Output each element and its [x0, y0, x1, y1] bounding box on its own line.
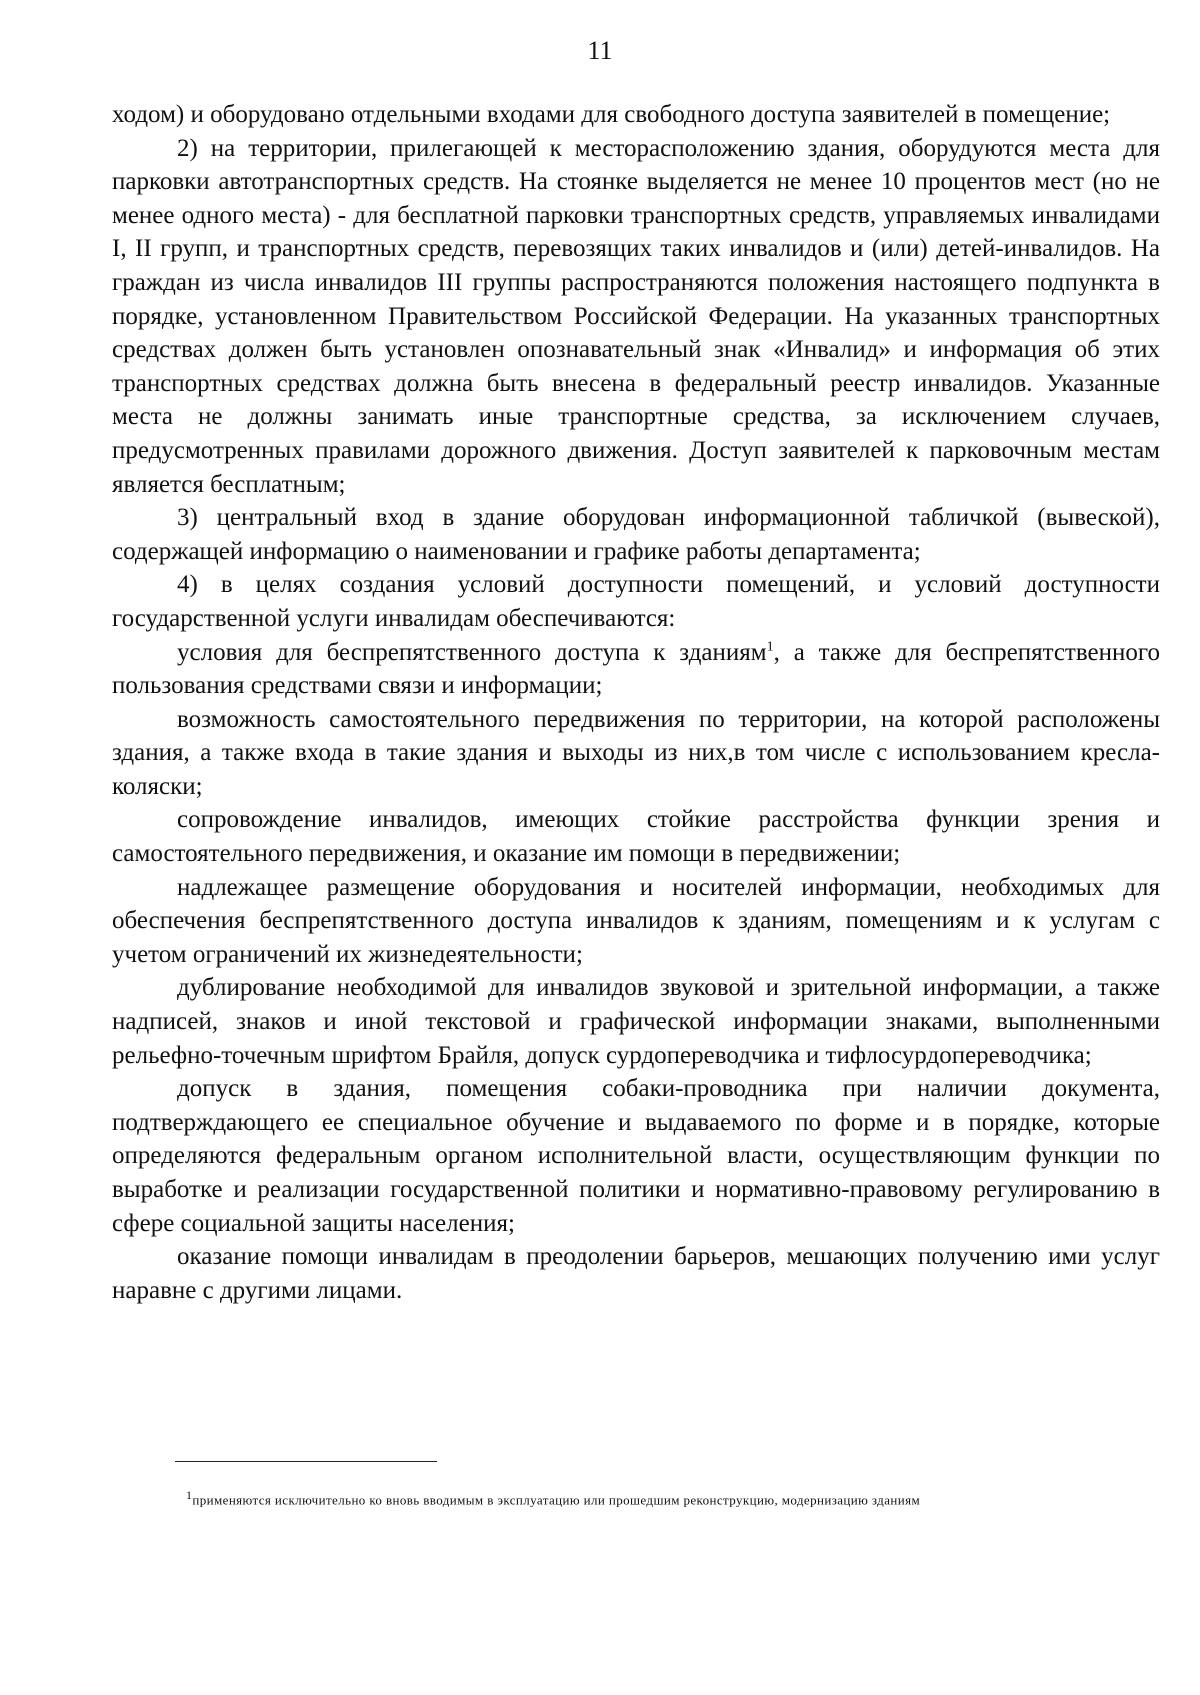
paragraph-assistance: оказание помощи инвалидам в преодолении барьеров, мешающих получению ими услуг наравне с другими лицами.: [112, 1243, 1160, 1304]
paragraph-item-2-parking: 2) на территории, прилегающей к месторасположению здания, оборудуются места для парковки автотранспортных средств. На стоянке выделяется не менее 10 процентов мест (но не менее одного места) - для бесплатной парковки транспортных средств, управляемых инвалидами I, II групп, и транспортных средств, перевозящих таких инвалидов и (или) детей-инвалидов. На граждан из числа инвалидов III группы распространяются положения настоящего подпункта в порядке, установленном Правительством Российской Федерации. На указанных транспортных средствах должен быть установлен опознавательный знак «Инвалид» и информация об этих транспортных средствах должна быть внесена в федеральный реестр инвалидов. Указанные места не должны занимать иные транспортные средства, за исключением случаев, предусмотренных правилами дорожного движения. Доступ заявителей к парковочным местам является бесплатным;: [112, 134, 1160, 498]
footnote-text: применяются исключительно ко вновь вводимым в эксплуатацию или прошедшим реконструкцию, модернизацию зданиям: [192, 1492, 921, 1508]
paragraph-item-4-accessibility: 4) в целях создания условий доступности помещений, и условий доступности государственной услуги инвалидам обеспечиваются:: [112, 571, 1160, 632]
paragraph-item-3-entrance: 3) центральный вход в здание оборудован информационной табличкой (вывеской), содержащей информацию о наименовании и графике работы департамента;: [112, 504, 1160, 565]
paragraph-continuation: ходом) и оборудовано отдельными входами для свободного доступа заявителей в помещение;: [112, 101, 1111, 128]
footnote-separator: [175, 1461, 437, 1462]
paragraph-duplication-braille: дублирование необходимой для инвалидов звуковой и зрительной информации, а также надписей, знаков и иной текстовой и графической информации знаками, выполненными рельефно-точечным шрифтом Брайля, допуск сурдопереводчика и тифлосурдопереводчика;: [112, 974, 1160, 1069]
paragraph-independent-movement: возможность самостоятельного передвижения по территории, на которой расположены здания, а также входа в такие здания и выходы из них,в том числе с использованием кресла-коляски;: [112, 705, 1160, 800]
paragraph-escort: сопровождение инвалидов, имеющих стойкие расстройства функции зрения и самостоятельного передвижения, и оказание им помощи в передвижении;: [112, 806, 1160, 868]
footnote-reference: 1: [766, 639, 774, 655]
paragraph-equipment-placement: надлежащее размещение оборудования и носителей информации, необходимых для обеспечения беспрепятственного доступа инвалидов к зданиям, помещениям и к услугам с учетом ограничений их жизнедеятельности;: [112, 873, 1160, 968]
document-body: [112, 98, 1160, 1307]
paragraph-guide-dog: допуск в здания, помещения собаки-проводника при наличии документа, подтверждающего ее специальное обучение и выдаваемого по форме и в порядке, которые определяются федеральным органом исполнительной власти, осуществляющим функции по выработке и реализации государственной политики и нормативно-правовому регулированию в сфере социальной защиты населения;: [112, 1075, 1160, 1237]
paragraph-barrier-free-access: [112, 636, 1160, 703]
page-number: 11: [587, 36, 613, 65]
paragraph-text-after-ref: , а также для беспрепятственного пользования средствами связи и информации;: [112, 638, 1160, 700]
footnote: [112, 1484, 1160, 1511]
paragraph-text-before-ref: условия для беспрепятственного доступа к зданиям: [177, 638, 767, 666]
footnote-mark: 1: [186, 1488, 193, 1502]
